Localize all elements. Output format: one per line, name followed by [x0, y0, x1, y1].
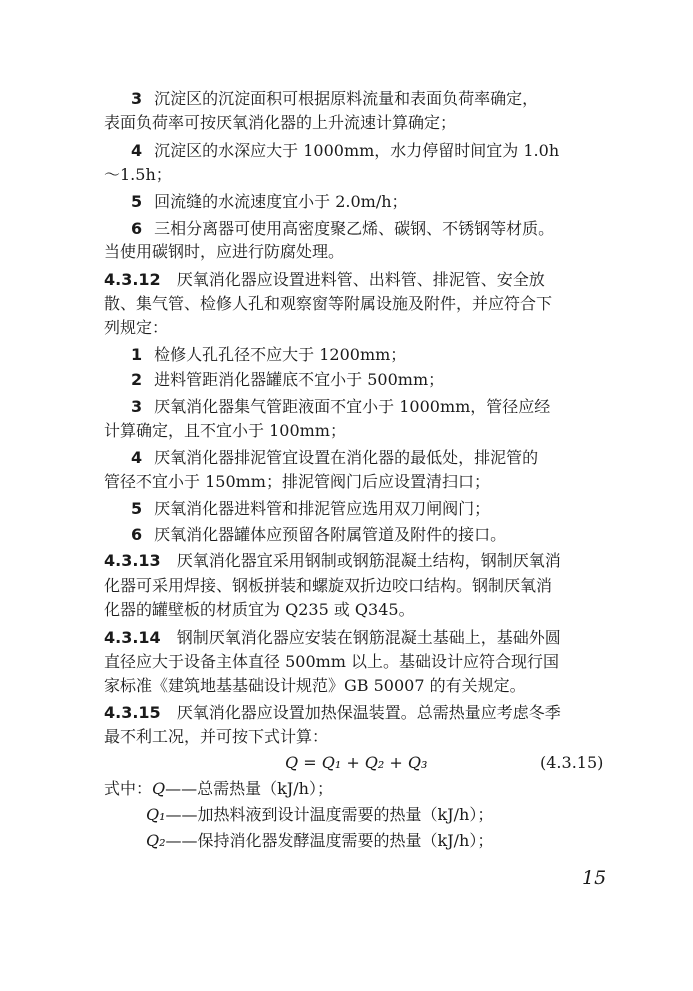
item-number: 3	[131, 397, 143, 416]
clause-text: 钢制厌氧消化器应安装在钢筋混凝土基础上，基础外圆	[176, 628, 561, 647]
item-continuation: 当使用碳钢时，应进行防腐处理。	[104, 242, 345, 261]
definition-symbol: Q	[152, 779, 166, 798]
definition-text: ——加热料液到设计温度需要的热量（kJ/h）；	[165, 805, 494, 824]
item-number: 5	[131, 192, 143, 211]
item-continuation: 计算确定，且不宜小于 100mm；	[104, 421, 346, 440]
item-continuation: 表面负荷率可按厌氧消化器的上升流速计算确定；	[104, 113, 457, 132]
item-text: 沉淀区的沉淀面积可根据原料流量和表面负荷率确定，	[154, 89, 539, 108]
item-text: 厌氧消化器进料管和排泥管应选用双刀闸阀门；	[154, 499, 491, 518]
item-number: 3	[131, 89, 143, 108]
item-number: 1	[131, 345, 143, 364]
item-text: 检修人孔孔径不应大于 1200mm；	[154, 345, 407, 364]
item-continuation: 管径不宜小于 150mm；排泥管阀门后应设置清扫口；	[104, 472, 490, 491]
item-text: 厌氧消化器罐体应预留各附属管道及附件的接口。	[154, 525, 507, 544]
clause-number: 4.3.14	[104, 628, 161, 647]
clause-continuation: 直径应大于设备主体直径 500mm 以上。基础设计应符合现行国	[104, 652, 560, 671]
item-number: 2	[131, 370, 143, 389]
clause-text: 厌氧消化器应设置加热保温装置。总需热量应考虑冬季	[176, 703, 561, 722]
page-number: 15	[582, 867, 607, 889]
definition-text: ——总需热量（kJ/h）；	[165, 779, 333, 798]
clause-continuation: 最不利工况，并可按下式计算：	[104, 727, 329, 746]
clause-continuation: 化器的罐壁板的材质宜为 Q235 或 Q345。	[104, 600, 415, 619]
item-number: 4	[131, 141, 143, 160]
item-number: 6	[131, 525, 143, 544]
item-text: 厌氧消化器集气管距液面不宜小于 1000mm，管径应经	[154, 397, 551, 416]
formula-expression: Q = Q₁ + Q₂ + Q₃	[285, 753, 428, 772]
definition-symbol: Q₁	[146, 805, 166, 824]
item-number: 4	[131, 448, 143, 467]
clause-number: 4.3.12	[104, 270, 161, 289]
item-text: 三相分离器可使用高密度聚乙烯、碳钢、不锈钢等材质。	[154, 219, 555, 238]
clause-number: 4.3.15	[104, 703, 161, 722]
definition-text: ——保持消化器发酵温度需要的热量（kJ/h）；	[165, 831, 494, 850]
clause-number: 4.3.13	[104, 551, 161, 570]
item-number: 6	[131, 219, 143, 238]
clause-continuation: 化器可采用焊接、钢板拼装和螺旋双折边咬口结构。钢制厌氧消	[104, 576, 553, 595]
equation-number: (4.3.15)	[540, 753, 604, 772]
item-number: 5	[131, 499, 143, 518]
clause-continuation: 家标准《建筑地基基础设计规范》GB 50007 的有关规定。	[104, 676, 526, 695]
clause-continuation: 散、集气管、检修人孔和观察窗等附属设施及附件，并应符合下	[104, 294, 553, 313]
definition-lead: 式中：	[104, 779, 153, 798]
clause-text: 厌氧消化器宜采用钢制或钢筋混凝土结构，钢制厌氧消	[176, 551, 561, 570]
item-text: 进料管距消化器罐底不宜小于 500mm；	[154, 370, 445, 389]
item-text: 厌氧消化器排泥管宜设置在消化器的最低处，排泥管的	[154, 448, 539, 467]
clause-text: 厌氧消化器应设置进料管、出料管、排泥管、安全放	[176, 270, 545, 289]
item-text: 沉淀区的水深应大于 1000mm，水力停留时间宜为 1.0h	[154, 141, 560, 160]
definition-symbol: Q₂	[146, 831, 166, 850]
clause-continuation: 列规定：	[104, 318, 169, 337]
item-text: 回流缝的水流速度宜小于 2.0m/h；	[154, 192, 408, 211]
item-continuation: ～1.5h；	[104, 165, 172, 184]
